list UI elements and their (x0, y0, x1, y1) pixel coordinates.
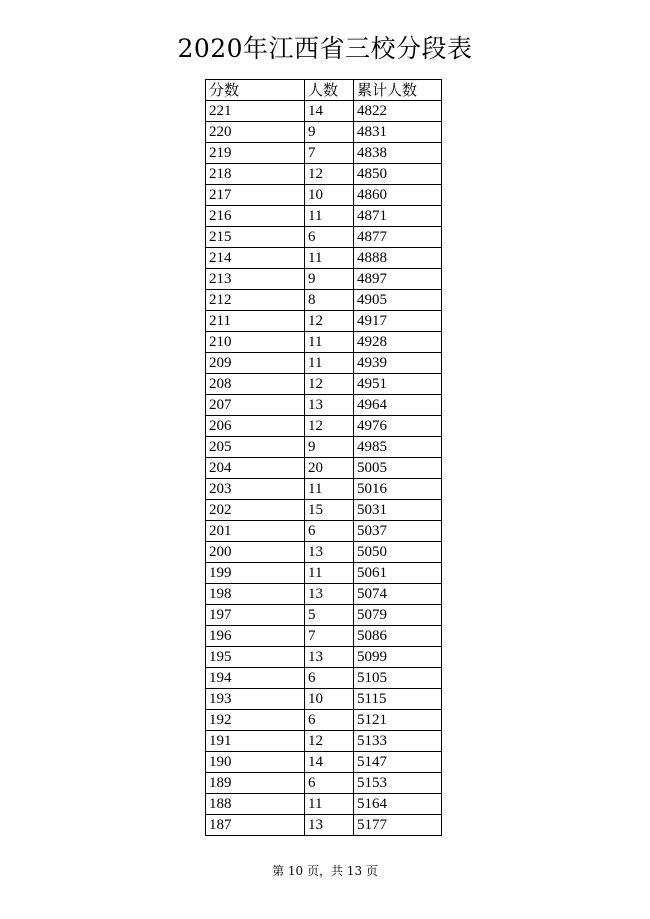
count-cell: 11 (305, 248, 354, 269)
score-cell: 211 (206, 311, 305, 332)
cumulative-cell: 4888 (354, 248, 442, 269)
count-cell: 12 (305, 731, 354, 752)
cumulative-cell: 4976 (354, 416, 442, 437)
score-cell: 187 (206, 815, 305, 836)
score-table (205, 79, 442, 836)
count-cell: 15 (305, 500, 354, 521)
table-row (206, 332, 442, 353)
count-cell: 6 (305, 773, 354, 794)
count-cell: 13 (305, 815, 354, 836)
count-cell: 9 (305, 437, 354, 458)
score-cell: 198 (206, 584, 305, 605)
score-cell: 197 (206, 605, 305, 626)
table-row (206, 689, 442, 710)
count-cell: 10 (305, 185, 354, 206)
table-row (206, 374, 442, 395)
table-row (206, 668, 442, 689)
table-row (206, 626, 442, 647)
cumulative-cell: 4897 (354, 269, 442, 290)
score-cell: 204 (206, 458, 305, 479)
cumulative-cell: 4939 (354, 353, 442, 374)
cumulative-cell: 5037 (354, 521, 442, 542)
count-cell: 13 (305, 542, 354, 563)
count-cell: 10 (305, 689, 354, 710)
table-row (206, 584, 442, 605)
table-row (206, 206, 442, 227)
table-row (206, 395, 442, 416)
table-row (206, 416, 442, 437)
count-cell: 13 (305, 584, 354, 605)
score-cell: 189 (206, 773, 305, 794)
header-count: 人数 (305, 80, 354, 101)
cumulative-cell: 5005 (354, 458, 442, 479)
score-cell: 190 (206, 752, 305, 773)
cumulative-cell: 4871 (354, 206, 442, 227)
header-cumulative: 累计人数 (354, 80, 442, 101)
count-cell: 7 (305, 626, 354, 647)
score-cell: 194 (206, 668, 305, 689)
score-cell: 216 (206, 206, 305, 227)
cumulative-cell: 5099 (354, 647, 442, 668)
score-cell: 208 (206, 374, 305, 395)
cumulative-cell: 5105 (354, 668, 442, 689)
count-cell: 11 (305, 353, 354, 374)
table-row (206, 752, 442, 773)
table-row (206, 164, 442, 185)
score-cell: 220 (206, 122, 305, 143)
cumulative-cell: 4905 (354, 290, 442, 311)
cumulative-cell: 4822 (354, 101, 442, 122)
count-cell: 12 (305, 164, 354, 185)
score-cell: 188 (206, 794, 305, 815)
score-cell: 199 (206, 563, 305, 584)
table-row (206, 773, 442, 794)
cumulative-cell: 4877 (354, 227, 442, 248)
table-row (206, 437, 442, 458)
table-row (206, 521, 442, 542)
score-cell: 191 (206, 731, 305, 752)
score-cell: 206 (206, 416, 305, 437)
count-cell: 11 (305, 332, 354, 353)
score-cell: 195 (206, 647, 305, 668)
page-title: 2020年江西省三校分段表 (177, 34, 473, 63)
count-cell: 7 (305, 143, 354, 164)
count-cell: 8 (305, 290, 354, 311)
table-row (206, 815, 442, 836)
cumulative-cell: 5086 (354, 626, 442, 647)
count-cell: 6 (305, 227, 354, 248)
count-cell: 11 (305, 563, 354, 584)
score-cell: 209 (206, 353, 305, 374)
score-cell: 200 (206, 542, 305, 563)
cumulative-cell: 5079 (354, 605, 442, 626)
score-cell: 210 (206, 332, 305, 353)
count-cell: 13 (305, 647, 354, 668)
table-row (206, 290, 442, 311)
table-row (206, 710, 442, 731)
cumulative-cell: 4831 (354, 122, 442, 143)
table-row (206, 122, 442, 143)
cumulative-cell: 5074 (354, 584, 442, 605)
table-row (206, 353, 442, 374)
table-row (206, 647, 442, 668)
count-cell: 9 (305, 269, 354, 290)
count-cell: 11 (305, 479, 354, 500)
table-row (206, 269, 442, 290)
table-row (206, 227, 442, 248)
count-cell: 9 (305, 122, 354, 143)
table-header-row (206, 80, 442, 101)
cumulative-cell: 5115 (354, 689, 442, 710)
table-row (206, 101, 442, 122)
count-cell: 11 (305, 206, 354, 227)
cumulative-cell: 4850 (354, 164, 442, 185)
table-row (206, 794, 442, 815)
count-cell: 11 (305, 794, 354, 815)
table-row (206, 479, 442, 500)
cumulative-cell: 5147 (354, 752, 442, 773)
table-row (206, 185, 442, 206)
score-cell: 203 (206, 479, 305, 500)
cumulative-cell: 4928 (354, 332, 442, 353)
cumulative-cell: 4917 (354, 311, 442, 332)
score-cell: 201 (206, 521, 305, 542)
score-cell: 202 (206, 500, 305, 521)
count-cell: 20 (305, 458, 354, 479)
score-cell: 207 (206, 395, 305, 416)
score-cell: 215 (206, 227, 305, 248)
page-footer: 第 10 页，共 13 页 (272, 864, 378, 878)
count-cell: 14 (305, 101, 354, 122)
header-score: 分数 (206, 80, 305, 101)
cumulative-cell: 4838 (354, 143, 442, 164)
count-cell: 13 (305, 395, 354, 416)
cumulative-cell: 5177 (354, 815, 442, 836)
count-cell: 14 (305, 752, 354, 773)
count-cell: 5 (305, 605, 354, 626)
cumulative-cell: 5016 (354, 479, 442, 500)
table-body (206, 101, 442, 836)
score-cell: 214 (206, 248, 305, 269)
table-row (206, 311, 442, 332)
cumulative-cell: 5121 (354, 710, 442, 731)
score-cell: 196 (206, 626, 305, 647)
score-cell: 193 (206, 689, 305, 710)
count-cell: 12 (305, 374, 354, 395)
count-cell: 6 (305, 521, 354, 542)
count-cell: 6 (305, 710, 354, 731)
cumulative-cell: 5133 (354, 731, 442, 752)
table-row (206, 143, 442, 164)
score-cell: 213 (206, 269, 305, 290)
score-cell: 192 (206, 710, 305, 731)
count-cell: 6 (305, 668, 354, 689)
cumulative-cell: 4951 (354, 374, 442, 395)
score-cell: 205 (206, 437, 305, 458)
cumulative-cell: 5050 (354, 542, 442, 563)
score-cell: 217 (206, 185, 305, 206)
table-row (206, 605, 442, 626)
cumulative-cell: 5061 (354, 563, 442, 584)
cumulative-cell: 5164 (354, 794, 442, 815)
score-cell: 221 (206, 101, 305, 122)
score-cell: 212 (206, 290, 305, 311)
table-row (206, 248, 442, 269)
count-cell: 12 (305, 416, 354, 437)
cumulative-cell: 5031 (354, 500, 442, 521)
cumulative-cell: 4964 (354, 395, 442, 416)
table-row (206, 500, 442, 521)
table-row (206, 563, 442, 584)
table-row (206, 458, 442, 479)
table-row (206, 542, 442, 563)
cumulative-cell: 4985 (354, 437, 442, 458)
score-cell: 218 (206, 164, 305, 185)
cumulative-cell: 4860 (354, 185, 442, 206)
score-cell: 219 (206, 143, 305, 164)
table-row (206, 731, 442, 752)
cumulative-cell: 5153 (354, 773, 442, 794)
count-cell: 12 (305, 311, 354, 332)
